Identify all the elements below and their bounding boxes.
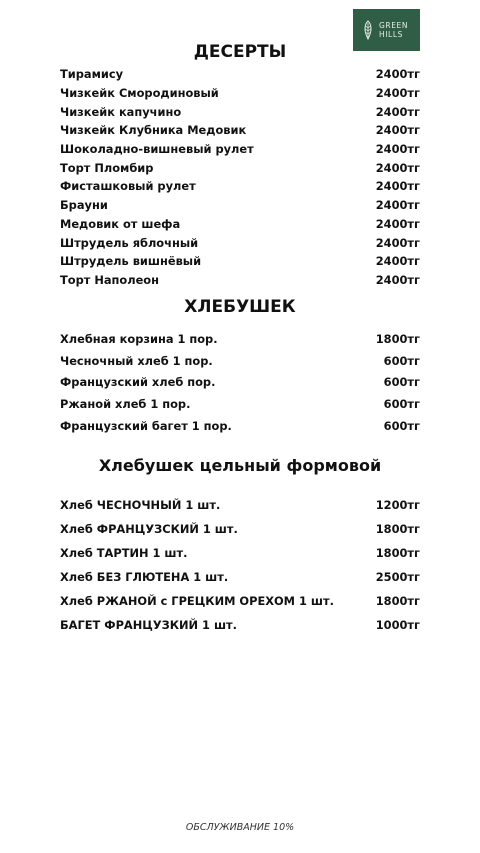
menu-item-name: Французский хлеб пор. bbox=[60, 375, 216, 390]
menu-item-price: 2400тг bbox=[375, 123, 420, 138]
menu-item-name: Хлеб РЖАНОЙ с ГРЕЦКИМ ОРЕХОМ 1 шт. bbox=[60, 594, 334, 608]
menu-item bbox=[60, 233, 420, 252]
menu-item-price: 2400тг bbox=[375, 198, 420, 213]
menu-item bbox=[60, 565, 420, 589]
menu-item-price: 2400тг bbox=[375, 86, 420, 101]
logo-line-1: GREEN bbox=[379, 21, 409, 30]
menu-item bbox=[60, 613, 420, 637]
menu-item-name: Чизкейк Смородиновый bbox=[60, 86, 219, 101]
service-charge-note: ОБСЛУЖИВАНИЕ 10% bbox=[185, 822, 295, 833]
menu-item-price: 600тг bbox=[383, 375, 420, 390]
menu-item-price: 2400тг bbox=[375, 104, 420, 119]
menu-item-price: 600тг bbox=[383, 418, 420, 433]
bread-section-title: ХЛЕБУШЕК bbox=[184, 297, 296, 317]
menu-item bbox=[60, 196, 420, 215]
desserts-section-title: ДЕСЕРТЫ bbox=[193, 42, 287, 62]
menu-item bbox=[60, 393, 420, 415]
menu-item bbox=[60, 541, 420, 565]
menu-item-price: 600тг bbox=[383, 353, 420, 368]
menu-item-name: Чизкейк капучино bbox=[60, 104, 182, 119]
menu-item bbox=[60, 350, 420, 372]
menu-item bbox=[60, 215, 420, 234]
menu-item-name: Чесночный хлеб 1 пор. bbox=[60, 353, 213, 368]
menu-item-name: Штрудель яблочный bbox=[60, 235, 199, 250]
menu-item bbox=[60, 84, 420, 103]
menu-item-name: Брауни bbox=[60, 198, 108, 213]
menu-item-price: 1800тг bbox=[375, 331, 420, 346]
loaves-section-title: Хлебушек цельный формовой bbox=[98, 456, 382, 475]
menu-item-price: 2400тг bbox=[375, 235, 420, 250]
menu-item-name: Хлеб БЕЗ ГЛЮТЕНА 1 шт. bbox=[60, 570, 229, 584]
menu-item bbox=[60, 271, 420, 290]
menu-item-name: БАГЕТ ФРАНЦУЗКИЙ 1 шт. bbox=[60, 618, 237, 632]
menu-item-name: Хлеб ФРАНЦУЗСКИЙ 1 шт. bbox=[60, 522, 238, 536]
menu-item-price: 2400тг bbox=[375, 67, 420, 82]
menu-item-name: Хлеб ЧЕСНОЧНЫЙ 1 шт. bbox=[60, 498, 221, 512]
menu-item-name: Шоколадно-вишневый рулет bbox=[60, 142, 254, 157]
menu-item-price: 1800тг bbox=[375, 546, 420, 560]
menu-item bbox=[60, 328, 420, 350]
wheat-leaf-icon bbox=[361, 19, 375, 41]
menu-item bbox=[60, 589, 420, 613]
menu-item-price: 2400тг bbox=[375, 179, 420, 194]
menu-item-price: 2400тг bbox=[375, 142, 420, 157]
menu-item-name: Чизкейк Клубника Медовик bbox=[60, 123, 247, 138]
menu-item-price: 2400тг bbox=[375, 160, 420, 175]
loaves-list bbox=[60, 493, 420, 637]
menu-item bbox=[60, 140, 420, 159]
menu-item bbox=[60, 371, 420, 393]
menu-item-name: Тирамису bbox=[60, 67, 124, 82]
menu-item-name: Хлеб ТАРТИН 1 шт. bbox=[60, 546, 188, 560]
menu-item-price: 2400тг bbox=[375, 216, 420, 231]
menu-item-price: 1800тг bbox=[375, 594, 420, 608]
desserts-list bbox=[60, 65, 420, 289]
menu-item-price: 2400тг bbox=[375, 254, 420, 269]
menu-item-price: 1000тг bbox=[375, 618, 420, 632]
menu-item-price: 600тг bbox=[383, 396, 420, 411]
menu-item-name: Медовик от шефа bbox=[60, 216, 181, 231]
menu-item-name: Фисташковый рулет bbox=[60, 179, 196, 194]
menu-item-name: Штрудель вишнёвый bbox=[60, 254, 202, 269]
menu-item bbox=[60, 252, 420, 271]
menu-item bbox=[60, 177, 420, 196]
menu-item bbox=[60, 415, 420, 437]
menu-item-name: Ржаной хлеб 1 пор. bbox=[60, 396, 191, 411]
menu-item bbox=[60, 65, 420, 84]
menu-item bbox=[60, 102, 420, 121]
menu-item bbox=[60, 158, 420, 177]
menu-item-price: 1800тг bbox=[375, 522, 420, 536]
menu-item-price: 2400тг bbox=[375, 272, 420, 287]
menu-item bbox=[60, 517, 420, 541]
logo-line-2: HILLS bbox=[379, 30, 403, 39]
menu-item-name: Торт Наполеон bbox=[60, 272, 159, 287]
menu-item bbox=[60, 121, 420, 140]
menu-item bbox=[60, 493, 420, 517]
menu-item-price: 2500тг bbox=[375, 570, 420, 584]
menu-item-name: Французский багет 1 пор. bbox=[60, 418, 232, 433]
bread-list bbox=[60, 328, 420, 436]
menu-item-price: 1200тг bbox=[375, 498, 420, 512]
menu-item-name: Торт Пломбир bbox=[60, 160, 154, 175]
menu-item-name: Хлебная корзина 1 пор. bbox=[60, 331, 218, 346]
